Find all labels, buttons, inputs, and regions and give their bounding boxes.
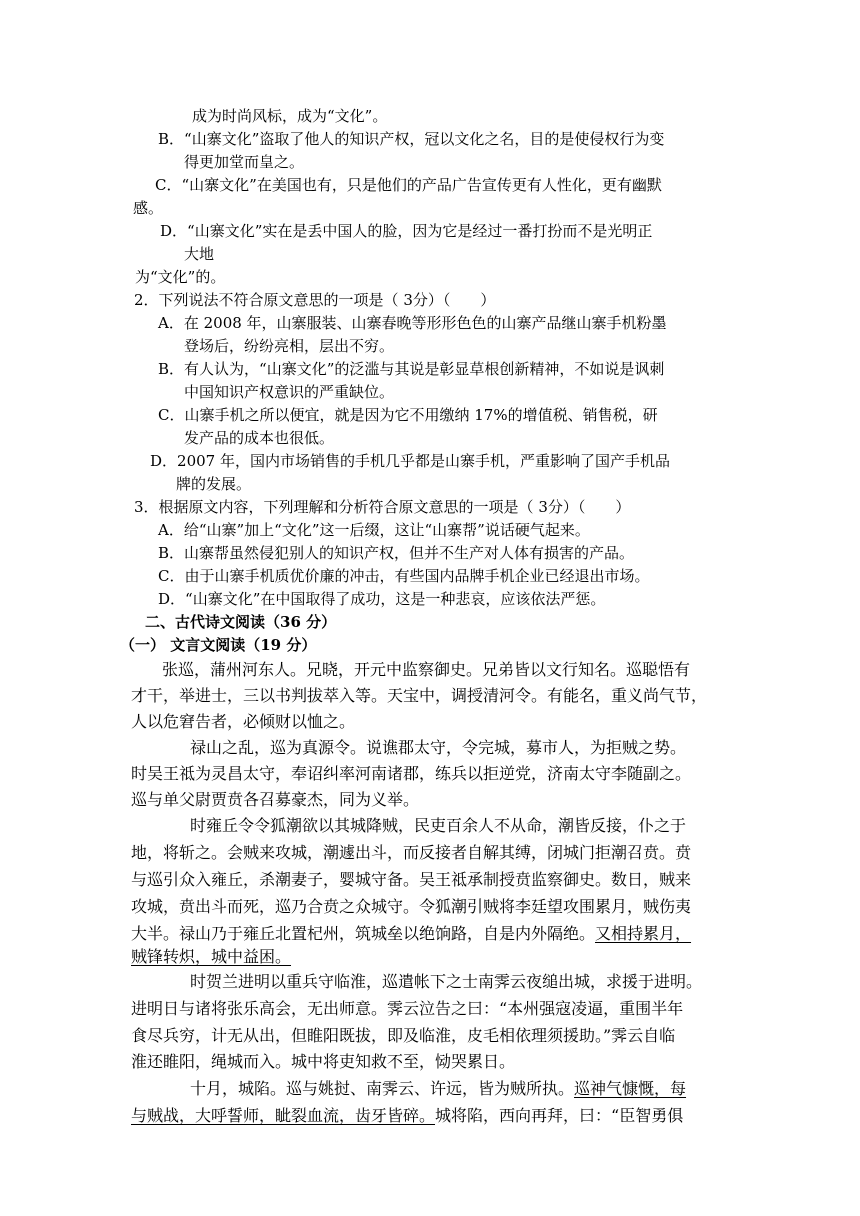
option-c: C．“山寨文化”在美国也有，只是他们的产品广告宣传更有人性化，更有幽默	[155, 176, 662, 194]
option-b-cont: 得更加堂而皇之。	[184, 153, 305, 171]
q3-option-a: A．给“山寨”加上“文化”这一后缀，这让“山寨帮”说话硬气起来。	[158, 521, 590, 539]
q2-option-b: B．有人认为，“山寨文化”的泛滥与其说是彰显草根创新精神，不如说是讽刺	[158, 360, 665, 378]
option-d: D．“山寨文化”实在是丢中国人的脸，因为它是经过一番打扮而不是光明正	[160, 222, 653, 240]
q2-option-b-cont: 中国知识产权意识的严重缺位。	[184, 383, 395, 401]
underlined-sentence: 又相持累月，	[595, 924, 692, 943]
q3-option-b: B．山寨帮虽然侵犯别人的知识产权，但并不生产对人体有损害的产品。	[158, 544, 635, 562]
passage-line: 人以危窘告者，必倾财以恤之。	[131, 712, 356, 731]
underlined-sentence-cont: 与贼战，大呼誓师，眦裂血流，齿牙皆碎。	[131, 1106, 436, 1125]
passage-line: 时贺兰进明以重兵守临淮，巡遣帐下之士南霁云夜缒出城，求援于进明。	[190, 972, 703, 991]
passage-line	[131, 1106, 683, 1126]
passage-line: 攻城，贲出斗而死，巡乃合贲之众城守。令狐潮引贼将李廷望攻围累月，贼伤夷	[131, 897, 692, 916]
q2-option-d: D．2007 年，国内市场销售的手机几乎都是山寨手机，严重影响了国产手机品	[150, 452, 670, 470]
q2-option-c-cont: 发产品的成本也很低。	[184, 429, 335, 447]
passage-line: 时雍丘令令狐潮欲以其城降贼，民吏百余人不从命，潮皆反接，仆之于	[190, 816, 687, 835]
question-2: 2．下列说法不符合原文意思的一项是（ 3分）（ ）	[134, 291, 496, 309]
q2-option-c: C．山寨手机之所以便宜，就是因为它不用缴纳 17%的增值税、销售税，研	[158, 406, 658, 424]
underlined-sentence: 巡神气慷慨，每	[574, 1079, 687, 1098]
passage-line: 张巡，蒲州河东人。兄晓，开元中监察御史。兄弟皆以文行知名。巡聪悟有	[162, 660, 691, 679]
passage-line	[131, 924, 691, 944]
passage-line: 地，将斩之。会贼来攻城，潮遽出斗，而反接者自解其缚，闭城门拒潮召贲。贲	[131, 843, 692, 862]
question-3: 3．根据原文内容，下列理解和分析符合原文意思的一项是（ 3分）（ ）	[134, 498, 631, 516]
passage-line: 禄山之乱，巡为真源令。说谯郡太守，令完城，募市人，为拒贼之势。	[190, 738, 687, 757]
option-a-cont: 成为时尚风标，成为“文化”。	[192, 107, 388, 125]
q3-option-c: C．由于山寨手机质优价廉的冲击，有些国内品牌手机企业已经退出市场。	[158, 567, 650, 585]
option-d-cont-2: 为“文化”的。	[135, 268, 226, 286]
subsection-heading: （一） 文言文阅读（19 分）	[120, 636, 317, 654]
q2-option-a: A．在 2008 年，山寨服装、山寨春晚等形形色色的山寨产品继山寨手机粉墨	[158, 314, 667, 332]
passage-line: 时吴王祗为灵昌太守，奉诏纠率河南诸郡，练兵以拒逆党，济南太守李随副之。	[131, 764, 692, 783]
passage-line: 与巡引众入雍丘，杀潮妻子，婴城守备。吴王祗承制授贲监察御史。数日，贼来	[131, 870, 692, 889]
option-b: B．“山寨文化”盗取了他人的知识产权，冠以文化之名，目的是使侵权行为变	[158, 130, 665, 148]
passage-line: 淮还睢阳，绳城而入。城中将吏知救不至，恸哭累日。	[131, 1052, 516, 1071]
passage-text: 大半。禄山乃于雍丘北置杞州，筑城垒以绝饷路，自是内外隔绝。	[131, 924, 596, 943]
q2-option-d-cont: 牌的发展。	[176, 475, 252, 493]
passage-line: 进明日与诸将张乐高会，无出师意。霁云泣告之曰：“本州强寇凌逼，重围半年	[131, 999, 684, 1018]
passage-line: 巡与单父尉贾贲各召募豪杰，同为义举。	[131, 790, 420, 809]
q3-option-d: D．“山寨文化”在中国取得了成功，这是一种悲哀，应该依法严惩。	[158, 590, 606, 608]
passage-line	[190, 1079, 686, 1099]
passage-line: 才干，举进士，三以书判拔萃入等。天宝中，调授清河令。有能名，重义尚气节，	[131, 686, 708, 705]
option-c-cont: 感。	[133, 199, 164, 217]
passage-text: 城将陷，西向再拜，曰：“臣智勇俱	[435, 1106, 684, 1125]
q2-option-a-cont: 登场后，纷纷亮相，层出不穷。	[184, 337, 395, 355]
section-heading: 二、古代诗文阅读（36 分）	[145, 613, 337, 631]
passage-text: 十月，城陷。巡与姚挝、南霁云、许远，皆为贼所执。	[190, 1079, 575, 1098]
option-d-cont: 大地	[184, 245, 215, 263]
underlined-sentence-cont: 贼锋转炽，城中益困。	[131, 947, 292, 966]
passage-line: 食尽兵穷，计无从出，但睢阳既拔，即及临淮，皮毛相依理须援助。”霁云自临	[131, 1026, 676, 1045]
